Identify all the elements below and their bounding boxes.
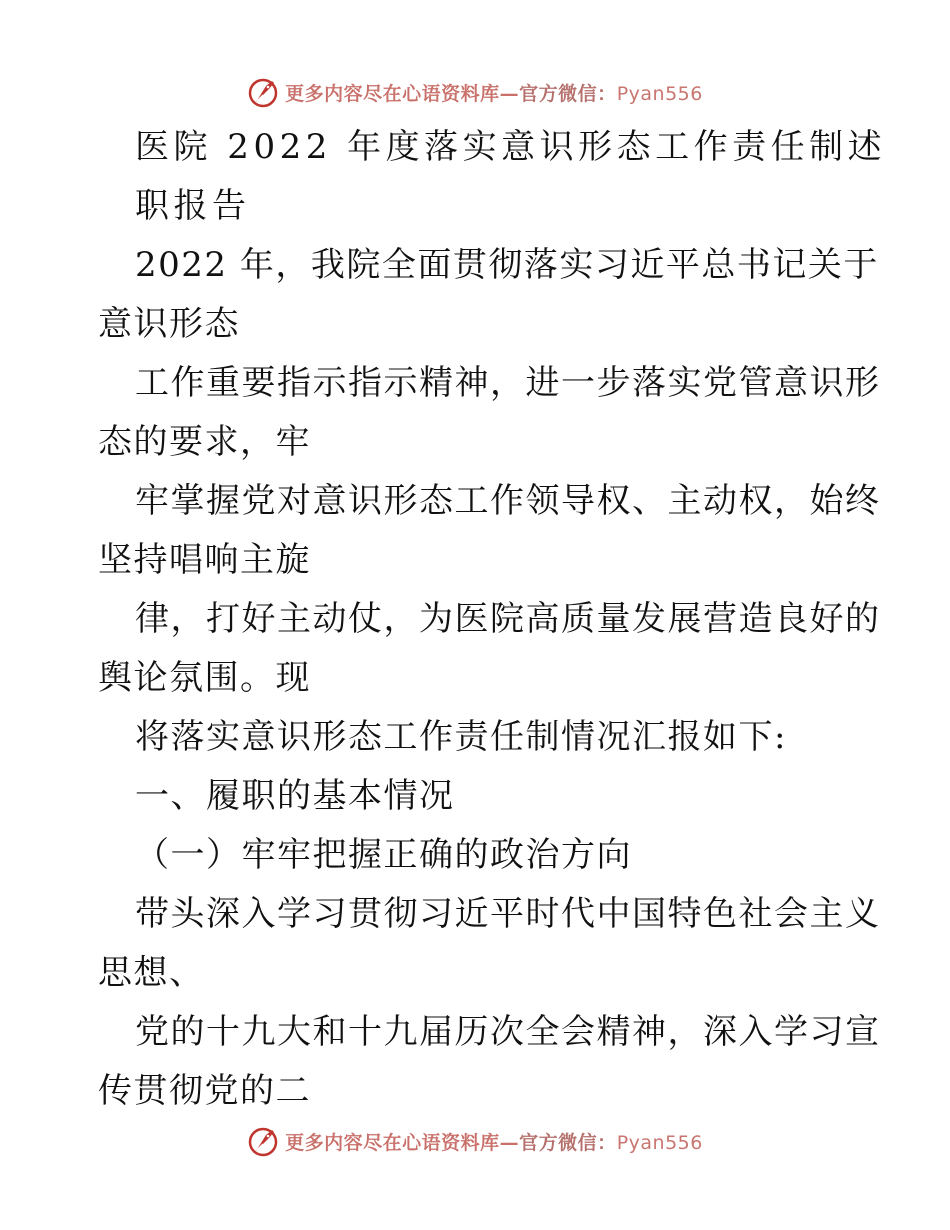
paragraph-line: 党的十九大和十九届历次全会精神，深入学习宣 — [135, 1012, 881, 1052]
pen-nib-logo-icon — [247, 75, 281, 109]
banner-text — [285, 1128, 703, 1155]
document-body — [98, 118, 887, 1121]
banner-contact-id: Pyan556 — [616, 1131, 703, 1154]
pen-nib-logo-icon — [247, 1124, 281, 1158]
subsection-heading: （一）牢牢把握正确的政治方向 — [135, 835, 632, 875]
paragraph-line: 思想、 — [98, 953, 205, 993]
banner-contact-id: Pyan556 — [616, 82, 703, 105]
paragraph-line: 2022 年，我院全面贯彻落实习近平总书记关于 — [135, 245, 879, 285]
header-banner — [0, 72, 950, 112]
section-heading: 一、履职的基本情况 — [135, 776, 455, 816]
document-title-line-1: 医院 2022 年度落实意识形态工作责任制述 — [135, 127, 887, 167]
banner-contact-label: 官方微信： — [519, 1131, 617, 1154]
paragraph-line: 工作重要指示指示精神，进一步落实党管意识形 — [135, 363, 881, 403]
banner-contact-label: 官方微信： — [519, 82, 617, 105]
paragraph-line: 传贯彻党的二 — [98, 1071, 311, 1111]
banner-text — [285, 79, 703, 106]
banner-main-text: 更多内容尽在心语资料库 — [285, 1131, 500, 1154]
footer-banner — [0, 1121, 950, 1161]
banner-dash: — — [499, 82, 520, 105]
banner-dash: — — [499, 1131, 520, 1154]
banner-main-text: 更多内容尽在心语资料库 — [285, 82, 500, 105]
paragraph-line: 带头深入学习贯彻习近平时代中国特色社会主义 — [135, 894, 881, 934]
document-title-line-2: 职报告 — [135, 186, 251, 226]
paragraph-line: 舆论氛围。现 — [98, 658, 311, 698]
paragraph-line: 牢掌握党对意识形态工作领导权、主动权，始终 — [135, 481, 881, 521]
paragraph-line: 坚持唱响主旋 — [98, 540, 311, 580]
paragraph-line: 态的要求，牢 — [98, 422, 311, 462]
paragraph-line: 意识形态 — [98, 304, 240, 344]
paragraph-line: 律，打好主动仗，为医院高质量发展营造良好的 — [135, 599, 881, 639]
paragraph-line: 将落实意识形态工作责任制情况汇报如下: — [135, 717, 787, 757]
